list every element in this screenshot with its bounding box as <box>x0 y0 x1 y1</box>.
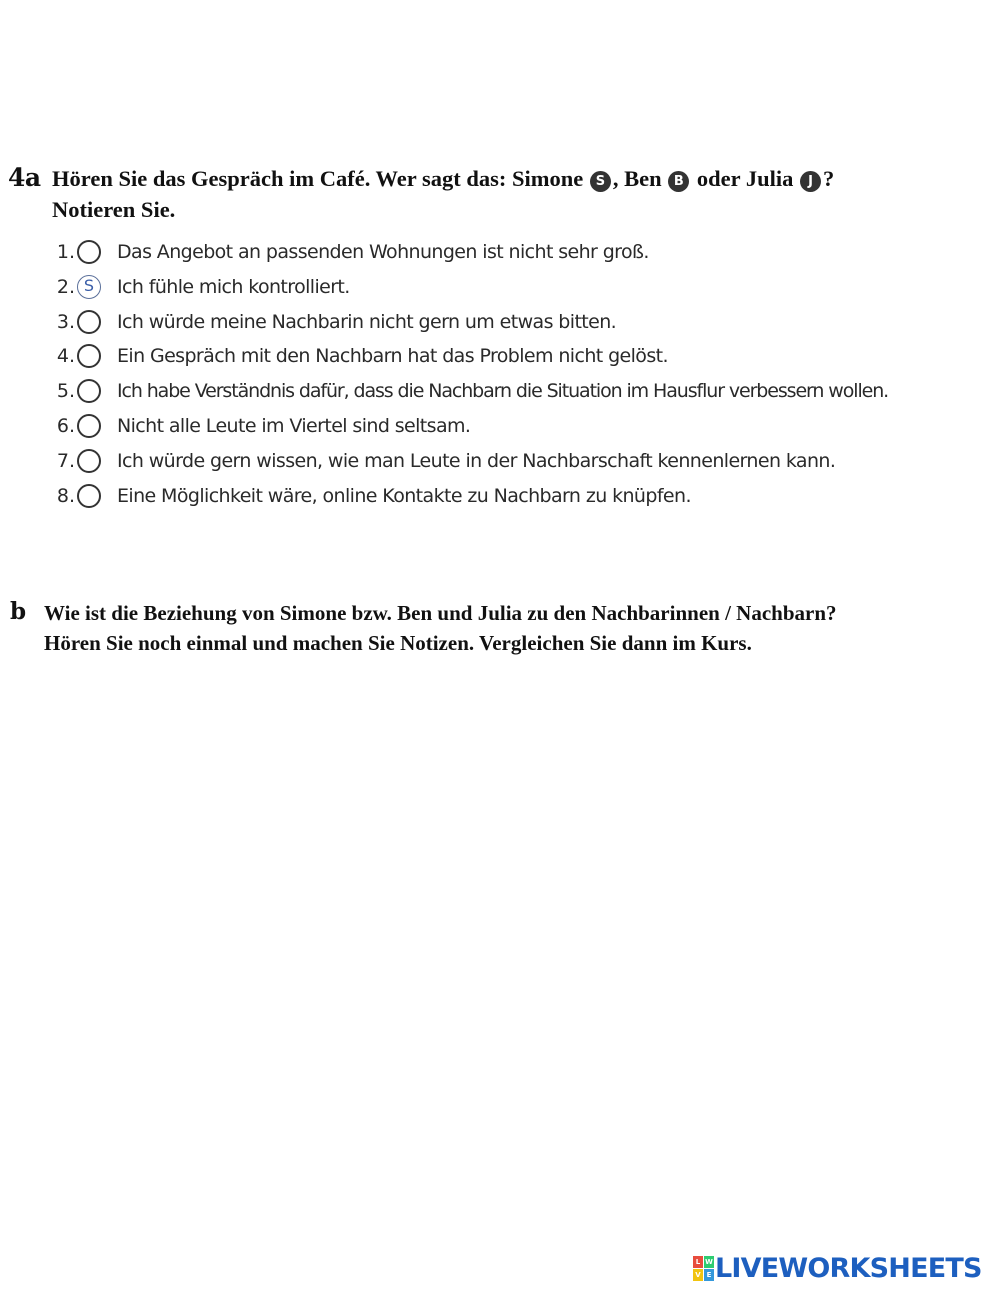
task-instruction <box>52 163 992 225</box>
answer-circle[interactable] <box>77 310 101 334</box>
list-item <box>8 272 1000 302</box>
item-text: Ein Gespräch mit den Nachbarn hat das Problem nicht gelöst. <box>117 345 668 367</box>
logo-letter: E <box>704 1269 714 1281</box>
instruction-text-1: Hören Sie das Gespräch im Café. Wer sagt das: Simone <box>52 166 584 191</box>
instruction-b-line-2: Hören Sie noch einmal und machen Sie Notizen. Vergleichen Sie dann im Kurs. <box>44 631 752 655</box>
item-number: 8. <box>56 485 75 507</box>
liveworksheets-logo[interactable] <box>693 1252 982 1284</box>
item-number: 2. <box>56 276 75 298</box>
instruction-text-3: oder Julia <box>696 166 794 191</box>
answer-circle[interactable] <box>77 449 101 473</box>
logo-letter: L <box>693 1256 703 1268</box>
item-number: 6. <box>56 415 75 437</box>
item-text: Ich habe Verständnis dafür, dass die Nachbarn die Situation im Hausflur verbessern wollen. <box>117 380 889 402</box>
simone-badge: S <box>590 171 611 192</box>
logo-letter: W <box>705 1258 713 1266</box>
list-item <box>8 376 1000 406</box>
brand-name: LIVEWORKSHEETS <box>715 1252 982 1284</box>
instruction-line-2: Notieren Sie. <box>52 197 176 222</box>
item-text: Ich würde gern wissen, wie man Leute in der Nachbarschaft kennenlernen kann. <box>117 450 836 472</box>
list-item <box>8 446 1000 476</box>
item-number: 4. <box>56 345 75 367</box>
answer-circle[interactable] <box>77 379 101 403</box>
task-letter: b <box>10 598 27 625</box>
answer-circle[interactable] <box>77 240 101 264</box>
item-text: Ich fühle mich kontrolliert. <box>117 276 350 298</box>
item-number: 3. <box>56 311 75 333</box>
instruction-b-line-1: Wie ist die Beziehung von Simone bzw. Ben und Julia zu den Nachbarinnen / Nachbarn? <box>44 601 837 625</box>
item-text: Eine Möglichkeit wäre, online Kontakte zu Nachbarn zu knüpfen. <box>117 485 691 507</box>
task-instruction-b <box>44 598 994 658</box>
julia-badge: J <box>800 171 821 192</box>
answer-circle[interactable] <box>77 344 101 368</box>
item-text: Das Angebot an passenden Wohnungen ist nicht sehr groß. <box>117 241 649 263</box>
instruction-text-4: ? <box>823 166 835 191</box>
item-text: Nicht alle Leute im Viertel sind seltsam. <box>117 415 471 437</box>
logo-letter: V <box>693 1269 703 1281</box>
answer-circle[interactable] <box>77 484 101 508</box>
list-item <box>8 307 1000 337</box>
list-item <box>8 341 1000 371</box>
item-number: 5. <box>56 380 75 402</box>
item-text: Ich würde meine Nachbarin nicht gern um etwas bitten. <box>117 311 617 333</box>
liveworksheets-logo-icon <box>693 1256 713 1280</box>
ben-badge: B <box>668 171 689 192</box>
item-number: 7. <box>56 450 75 472</box>
item-number: 1. <box>56 241 75 263</box>
answer-circle[interactable] <box>77 414 101 438</box>
list-item <box>8 481 1000 511</box>
instruction-text-2: , Ben <box>612 166 662 191</box>
list-item <box>8 411 1000 441</box>
list-item <box>8 237 1000 267</box>
answer-circle[interactable]: S <box>77 275 101 299</box>
task-number: 4a <box>8 163 41 192</box>
